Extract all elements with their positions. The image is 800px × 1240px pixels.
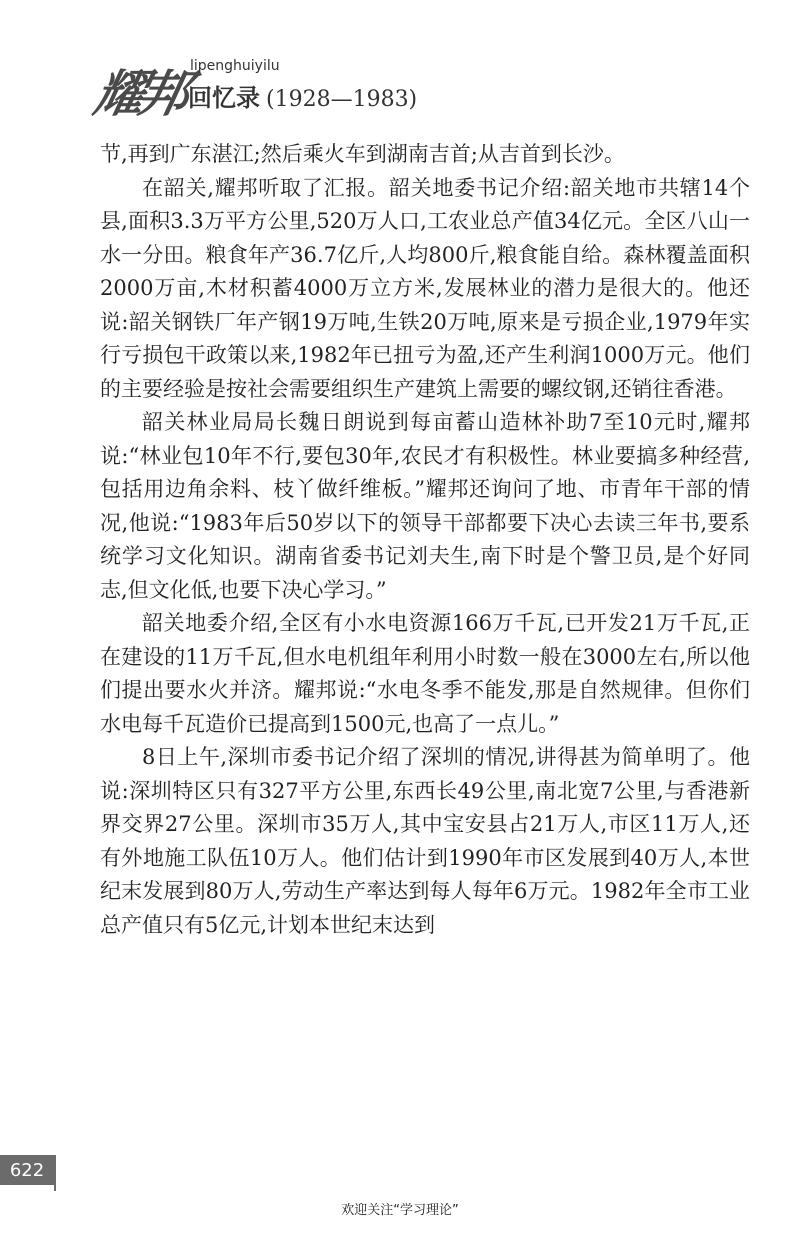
page-body — [100, 138, 750, 942]
paragraph: 在韶关,耀邦听取了汇报。韶关地委书记介绍:韶关地市共辖14个县,面积3.3万平方公里,520万人口,工农业总产值34亿元。全区八山一水一分田。粮食年产36.7亿斤,人均800斤,粮食能自给。森林覆盖面积2000万亩,木材积蓄4000万立方米,发展林业的潜力是很大的。他还说:韶关钢铁厂年产钢19万吨,生铁20万吨,原来是亏损企业,1979年实行亏损包干政策以来,1982年已扭亏为盈,还产生利润1000万元。他们的主要经验是按社会需要组织生产建筑上需要的螺纹钢,还销往香港。 — [100, 175, 750, 401]
header-years: (1928—1983) — [266, 87, 418, 112]
paragraph-continuation: 节,再到广东湛江;然后乘火车到湖南吉首;从吉首到长沙。 — [100, 142, 625, 166]
header-title — [188, 78, 417, 113]
calligraphy-logo: 耀邦 — [88, 64, 190, 123]
footer-note: 欢迎关注“学习理论” — [341, 1203, 459, 1218]
running-header — [88, 50, 696, 123]
paragraph: 8日上午,深圳市委书记介绍了深圳的情况,讲得甚为简单明了。他说:深圳特区只有327平方公里,东西长49公里,南北宽7公里,与香港新界交界27公里。深圳市35万人,其中宝安县占21万人,市区11万人,还有外地施工队伍10万人。他们估计到1990年市区发展到40万人,本世纪末发展到80万人,劳动生产率达到每人每年6万元。1982年全市工业总产值只有5亿元,计划本世纪末达到 — [100, 745, 750, 937]
paragraph: 韶关地委介绍,全区有小水电资源166万千瓦,已开发21万千瓦,正在建设的11万千瓦,但水电机组年利用小时数一般在3000左右,所以他们提出要水火并济。耀邦说:“水电冬季不能发,那是自然规律。但你们水电每千瓦造价已提高到1500元,也高了一点儿。” — [100, 611, 750, 736]
page-number: 622 — [0, 1155, 54, 1185]
paragraph: 韶关林业局局长魏日朗说到每亩蓄山造林补助7至10元时,耀邦说:“林业包10年不行,要包30年,农民才有积极性。林业要搞多种经营,包括用边角余料、枝丫做纤维板。”耀邦还询问了地、市青年干部的情况,他说:“1983年后50岁以下的领导干部都要下决心去读三年书,要系统学习文化知识。湖南省委书记刘夫生,南下时是个警卫员,是个好同志,但文化低,也要下决心学习。” — [100, 410, 750, 602]
header-title-text: 回忆录 — [188, 83, 260, 112]
header-pinyin: lipenghuiyilu — [190, 58, 280, 74]
page-tab-divider — [54, 1155, 56, 1191]
